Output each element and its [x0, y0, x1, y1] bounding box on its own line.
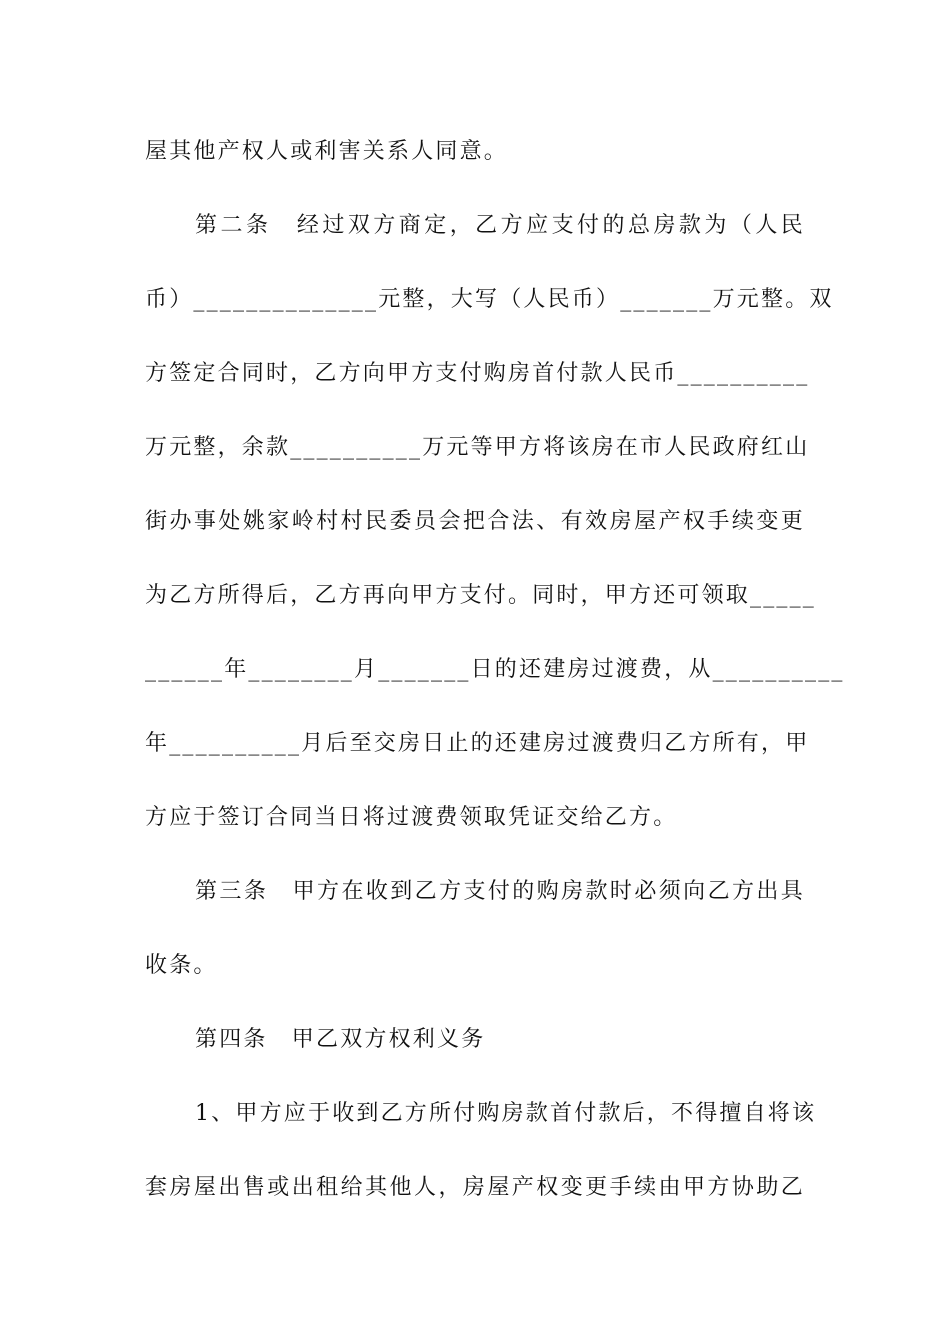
article-3-heading-line: 第三条 甲方在收到乙方支付的购房款时必须向乙方出具 [195, 879, 805, 904]
paragraph-line: 万元整，余款__________万元等甲方将该房在市人民政府红山 [145, 435, 810, 460]
article-4-heading-line: 第四条 甲乙双方权利义务 [195, 1027, 486, 1052]
paragraph-line: 方应于签订合同当日将过渡费领取凭证交给乙方。 [145, 805, 678, 830]
paragraph-line: 屋其他产权人或利害关系人同意。 [145, 139, 509, 164]
clause-1-line: 1、甲方应于收到乙方所付购房款首付款后，不得擅自将该 [195, 1101, 817, 1126]
paragraph-line: ______年________月_______日的还建房过渡费，从__________ [145, 657, 845, 682]
paragraph-line: 年__________月后至交房日止的还建房过渡费归乙方所有，甲 [145, 731, 810, 756]
paragraph-line: 套房屋出售或出租给其他人，房屋产权变更手续由甲方协助乙 [145, 1175, 805, 1200]
article-2-heading-line: 第二条 经过双方商定，乙方应支付的总房款为（人民 [195, 213, 805, 238]
paragraph-line: 方签定合同时，乙方向甲方支付购房首付款人民币__________ [145, 361, 810, 386]
paragraph-line: 币）______________元整，大写（人民币）_______万元整。双 [145, 287, 834, 312]
paragraph-line: 街办事处姚家岭村村民委员会把合法、有效房屋产权手续变更 [145, 509, 805, 534]
paragraph-line: 为乙方所得后，乙方再向甲方支付。同时，甲方还可领取_____ [145, 583, 817, 608]
paragraph-line: 收条。 [145, 953, 218, 978]
